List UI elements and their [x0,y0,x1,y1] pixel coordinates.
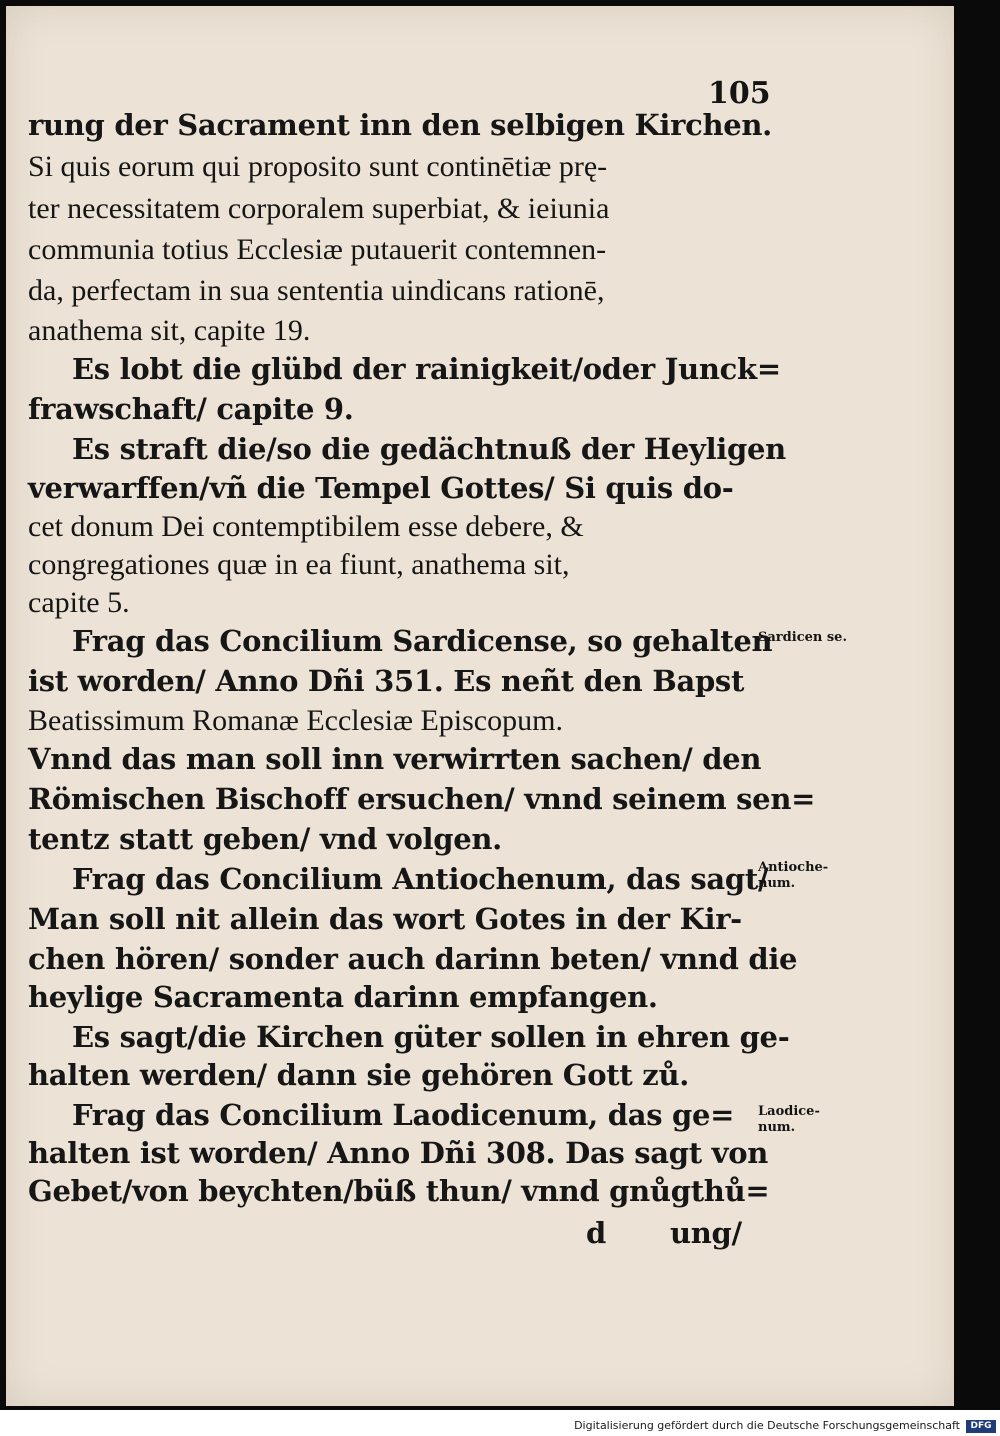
text-line-17: Vnnd das man soll inn verwirrten sachen/ den [28,742,762,776]
text-line-21: Man soll nit allein das wort Gotes in der Kir- [28,902,742,936]
text-line-7: Es lobt die glübd der rainigkeit/oder Junck= [72,352,781,386]
footer-bar [0,1418,1000,1436]
signature-mark: d [586,1216,606,1250]
text-line-13: capite 5. [28,586,130,619]
text-line-9: Es straft die/so die gedächtnuß der Heyligen [72,432,786,466]
marginal-note-laodicenum: Laodice- num. [758,1104,820,1135]
book-page [6,6,954,1406]
text-line-14: Frag das Concilium Sardicense, so gehalten [72,624,773,658]
page-number: 105 [708,76,771,111]
text-line-19: tentz statt geben/ vnd volgen. [28,822,502,856]
text-line-2: Si quis eorum qui proposito sunt continētiæ prę- [28,150,608,183]
text-line-28: Gebet/von beychten/büß thun/ vnnd gnůgthů= [28,1174,770,1208]
text-line-10: verwarffen/vñ die Tempel Gottes/ Si quis do- [28,471,734,505]
text-line-4: communia totius Ecclesiæ putauerit contemnen- [28,233,607,266]
text-line-26: Frag das Concilium Laodicenum, das ge= [72,1098,735,1132]
text-line-8: frawschaft/ capite 9. [28,392,354,426]
text-line-15: ist worden/ Anno Dñi 351. Es neñt den Bapst [28,664,745,698]
text-line-22: chen hören/ sonder auch darinn beten/ vnnd die [28,942,798,976]
text-line-12: congregationes quæ in ea fiunt, anathema sit, [28,548,570,581]
text-line-20: Frag das Concilium Antiochenum, das sagt/ [72,862,769,896]
text-line-11: cet donum Dei contemptibilem esse debere, & [28,510,584,543]
marginal-note-antiochenum: Antioche- num. [758,860,829,891]
catchword: ung/ [669,1216,742,1250]
text-line-25: halten werden/ dann sie gehören Gott zů. [28,1058,690,1092]
text-line-1: rung der Sacrament inn den selbigen Kirchen. [28,108,772,142]
text-line-24: Es sagt/die Kirchen güter sollen in ehren ge- [72,1020,790,1054]
dfg-logo: DFG [966,1420,996,1433]
funding-credit: Digitalisierung gefördert durch die Deutsche Forschungsgemeinschaft [574,1419,960,1432]
text-line-6: anathema sit, capite 19. [28,314,311,347]
text-line-5: da, perfectam in sua sententia uindicans rationē, [28,274,605,307]
text-line-18: Römischen Bischoff ersuchen/ vnnd seinem sen= [28,782,816,816]
text-line-27: halten ist worden/ Anno Dñi 308. Das sagt von [28,1136,769,1170]
marginal-note-sardicense: Sardicen se. [758,630,847,645]
text-line-3: ter necessitatem corporalem superbiat, & ieiunia [28,192,610,225]
text-line-16: Beatissimum Romanæ Ecclesiæ Episcopum. [28,704,563,737]
catchword-line [586,1214,742,1252]
text-line-23: heylige Sacramenta darinn empfangen. [28,980,658,1014]
